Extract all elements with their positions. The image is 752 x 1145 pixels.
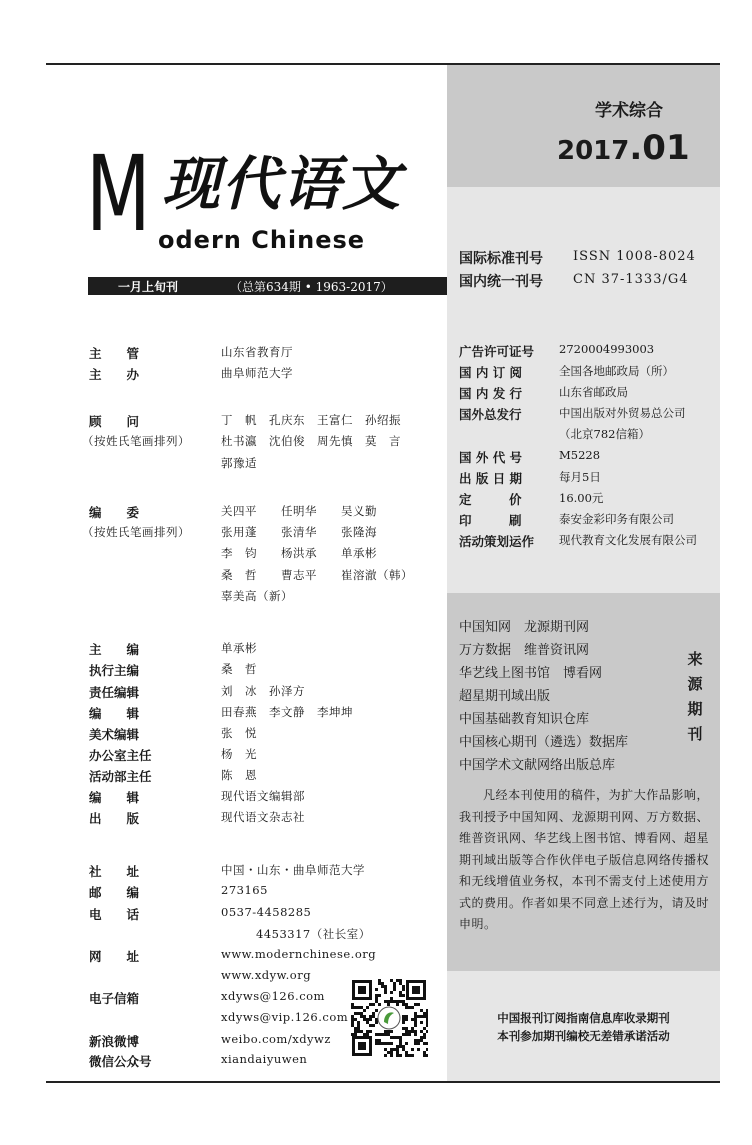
info-value-3: 中国出版对外贸易总公司 [559, 406, 686, 420]
info-value-9: 现代教育文化发展有限公司 [559, 533, 697, 547]
staff-value-4: 张 悦 [221, 726, 257, 740]
qr-code-icon [350, 978, 428, 1058]
info-label-2: 国 内 发 行 [459, 386, 523, 401]
side-char-0: 来 [687, 650, 703, 668]
contact-value-3: 4453317（社长室） [256, 927, 371, 941]
staff-label-5: 办公室主任 [89, 748, 152, 763]
contact-label-0: 社 址 [89, 864, 140, 879]
source-line-0: 中国知网 龙源期刊网 [459, 620, 590, 635]
staff-label-2: 责任编辑 [89, 685, 140, 700]
editors-line-3: 桑 哲 曹志平 崔溶澈（韩） [221, 568, 413, 582]
editors-line-1: 张用蓬 张清华 张隆海 [221, 525, 377, 539]
side-char-1: 源 [687, 675, 703, 693]
contact-label-2: 电 话 [89, 907, 140, 922]
info-label-6: 出 版 日 期 [459, 471, 523, 486]
contact-value-9: xiandaiyuwen [221, 1052, 308, 1066]
contact-value-5[interactable]: www.xdyw.org [221, 968, 312, 982]
source-side-label [685, 647, 705, 747]
contact-label-4: 网 址 [89, 949, 140, 964]
footer-note-1: 本刊参加期刊编校无差错承诺活动 [497, 1029, 670, 1043]
staff-value-6: 陈 恩 [221, 768, 257, 782]
advisors-note: （按姓氏笔画排列） [82, 434, 190, 448]
info-value-6: 每月5日 [559, 470, 601, 484]
source-line-5: 中国核心期刊（遴选）数据库 [459, 735, 629, 750]
bottom-rule [46, 1081, 720, 1083]
info-label-7: 定 价 [459, 492, 522, 507]
logo-initial: M [86, 133, 151, 255]
contact-value-7[interactable]: xdyws@vip.126.com [221, 1010, 349, 1024]
source-line-6: 中国学术文献网络出版总库 [459, 758, 616, 773]
info-label-0: 广告许可证号 [459, 344, 535, 359]
admin-label-1: 主 办 [89, 367, 140, 382]
editors-line-4: 辜美高（新） [221, 589, 293, 603]
contact-value-1: 273165 [221, 883, 268, 897]
source-line-4: 中国基础教育知识仓库 [459, 712, 590, 727]
advisors-line-0: 丁 帆 孔庆东 王富仁 孙绍振 [221, 413, 401, 427]
banner-right: （总第634期 • 1963-2017） [230, 280, 393, 294]
info-label-9: 活动策划运作 [459, 534, 535, 549]
source-line-2: 华艺线上图书馆 博看网 [459, 666, 603, 681]
staff-value-7: 现代语文编辑部 [221, 789, 305, 803]
info-label-5: 国 外 代 号 [459, 450, 523, 465]
title-en: odern Chinese [158, 226, 366, 254]
editors-label: 编 委 [89, 505, 140, 520]
staff-value-8: 现代语文杂志社 [221, 810, 305, 824]
info-label-3: 国外总发行 [459, 407, 522, 422]
staff-label-0: 主 编 [89, 642, 140, 657]
banner-left: 一月上旬刊 [118, 280, 179, 294]
advisors-line-1: 杜书瀛 沈伯俊 周先慎 莫 言 [221, 434, 401, 448]
staff-label-1: 执行主编 [89, 663, 140, 678]
contact-value-6[interactable]: xdyws@126.com [221, 989, 325, 1003]
source-line-1: 万方数据 维普资讯网 [459, 643, 590, 658]
staff-value-2: 刘 冰 孙泽方 [221, 684, 305, 698]
cn-value: CN 37-1333/G4 [573, 272, 689, 287]
info-label-8: 印 刷 [459, 513, 522, 528]
staff-label-4: 美术编辑 [89, 727, 140, 742]
info-value-7: 16.00元 [559, 491, 604, 505]
editors-line-0: 关四平 任明华 吴义勤 [221, 504, 377, 518]
staff-value-5: 杨 光 [221, 747, 257, 761]
contact-value-8[interactable]: weibo.com/xdywz [221, 1032, 331, 1046]
contact-label-1: 邮 编 [89, 885, 140, 900]
staff-value-0: 单承彬 [221, 641, 257, 655]
info-value-0: 2720004993003 [559, 342, 655, 356]
issue-year: 2017 [557, 136, 630, 166]
staff-label-7: 编 辑 [89, 790, 140, 805]
cn-label: 国内统一刊号 [459, 274, 543, 290]
issn-value: ISSN 1008-8024 [573, 249, 696, 264]
notice-paragraph: 凡经本刊使用的稿件，为扩大作品影响，我刊授予中国知网、龙源期刊网、万方数据、维普资讯网、华艺线上图书馆、博看网、超星期刊域出版等合作伙伴电子版信息网络传播权和无线增值业务权，本刊不需支付上述使用方式的费用。作者如果不同意上述行为，请及时申明。 [459, 788, 710, 931]
banner [88, 277, 447, 295]
contact-value-0: 中国・山东・曲阜师范大学 [221, 863, 365, 877]
editors-line-2: 李 钧 杨洪承 单承彬 [221, 546, 377, 560]
staff-value-1: 桑 哲 [221, 662, 257, 676]
issue-no: .01 [629, 128, 690, 168]
staff-label-8: 出 版 [89, 811, 140, 826]
admin-value-1: 曲阜师范大学 [221, 366, 293, 380]
staff-value-3: 田春燕 李文静 李坤坤 [221, 705, 353, 719]
info-value-2: 山东省邮政局 [559, 385, 628, 399]
advisors-line-2: 郭豫适 [221, 456, 257, 470]
admin-value-0: 山东省教育厅 [221, 345, 293, 359]
advisors-label: 顾 问 [89, 414, 140, 429]
source-line-3: 超星期刊域出版 [459, 689, 551, 704]
contact-label-6: 电子信箱 [89, 991, 140, 1006]
staff-label-6: 活动部主任 [89, 769, 152, 784]
footer-band [447, 971, 720, 1081]
issue-number [557, 128, 690, 168]
contact-value-2: 0537-4458285 [221, 905, 312, 919]
info-value-4: （北京782信箱） [559, 427, 650, 441]
info-value-5: M5228 [559, 448, 601, 462]
editors-note: （按姓氏笔画排列） [82, 525, 190, 539]
contact-value-4[interactable]: www.modernchinese.org [221, 947, 377, 961]
admin-label-0: 主 管 [89, 346, 140, 361]
title-cn: 现代语文 [162, 150, 403, 218]
footer-note-0: 中国报刊订阅指南信息库收录期刊 [497, 1011, 670, 1025]
side-char-3: 刊 [687, 725, 703, 743]
info-label-1: 国 内 订 阅 [459, 365, 523, 380]
staff-label-3: 编 辑 [89, 706, 140, 721]
category-band [447, 65, 720, 187]
side-char-2: 期 [687, 700, 703, 718]
info-value-1: 全国各地邮政局（所） [559, 364, 674, 378]
contact-label-8: 新浪微博 [89, 1034, 140, 1049]
category-label: 学术综合 [595, 101, 663, 121]
issn-label: 国际标准刊号 [459, 251, 543, 267]
contact-label-9: 微信公众号 [89, 1054, 152, 1069]
info-value-8: 泰安金彩印务有限公司 [559, 512, 674, 526]
